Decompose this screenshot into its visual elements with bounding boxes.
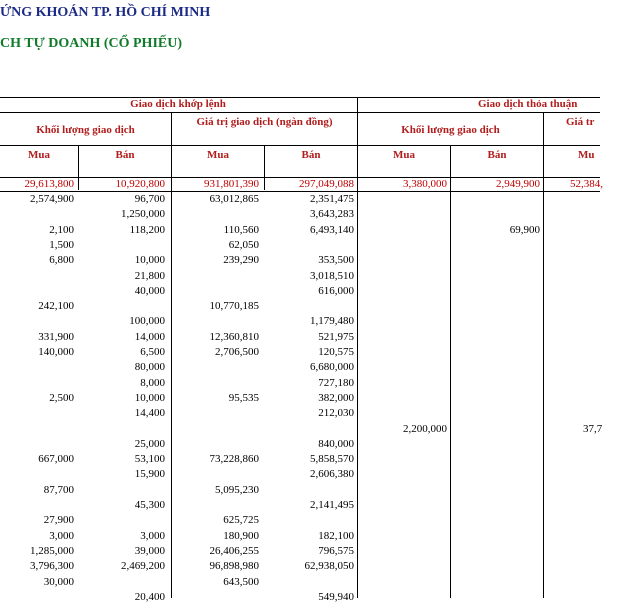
cell-buy-volume: 87,700 [43, 484, 74, 496]
header-buy-volume-negotiated: Mua [393, 149, 415, 161]
header-sell-volume: Bán [115, 149, 135, 161]
header-value-negotiated: Giá tr [566, 116, 595, 128]
cell-sell-volume: 15,900 [134, 468, 165, 480]
cell-sell-volume: 100,000 [129, 315, 165, 327]
total-sell-volume: 10,920,800 [115, 178, 165, 190]
cell-sell-value: 120,575 [318, 346, 354, 358]
cell-neg-buy-value: 37,7 [583, 423, 603, 435]
header-volume-negotiated: Khối lượng giao dịch [401, 124, 500, 136]
cell-buy-volume: 6,800 [49, 254, 74, 266]
col-sep-6 [543, 112, 544, 598]
cell-buy-value: 2,706,500 [215, 346, 259, 358]
cell-sell-volume: 14,400 [134, 407, 165, 419]
cell-sell-value: 6,493,140 [310, 224, 354, 236]
cell-buy-value: 643,500 [223, 576, 259, 588]
header-value: Giá trị giao dịch (ngàn đồng) [196, 116, 333, 128]
cell-sell-value: 2,141,495 [310, 499, 354, 511]
cell-sell-volume: 96,700 [134, 193, 165, 205]
cell-sell-value: 2,351,475 [310, 193, 354, 205]
cell-sell-value: 353,500 [318, 254, 354, 266]
cell-sell-value: 549,940 [318, 591, 354, 603]
cell-buy-volume: 242,100 [38, 300, 74, 312]
cell-buy-volume: 2,500 [49, 392, 74, 404]
cell-sell-volume: 21,800 [134, 270, 165, 282]
cell-sell-value: 3,018,510 [310, 270, 354, 282]
cell-neg-buy-volume: 2,200,000 [403, 423, 447, 435]
cell-buy-value: 96,898,980 [209, 560, 259, 572]
header-buy-value-negotiated: Mu [578, 149, 595, 161]
header-sell-volume-negotiated: Bán [487, 149, 507, 161]
total-sell-value: 297,049,088 [299, 178, 354, 190]
cell-buy-value: 180,900 [223, 530, 259, 542]
cell-buy-value: 95,535 [228, 392, 259, 404]
cell-sell-volume: 8,000 [140, 377, 165, 389]
cell-buy-volume: 2,574,900 [30, 193, 74, 205]
cell-sell-volume: 20,400 [134, 591, 165, 603]
cell-buy-volume: 1,285,000 [30, 545, 74, 557]
cell-buy-value: 10,770,185 [209, 300, 259, 312]
cell-sell-volume: 25,000 [134, 438, 165, 450]
header-buy-value: Mua [207, 149, 229, 161]
cell-sell-volume: 10,000 [134, 254, 165, 266]
report-title: ỨNG KHOÁN TP. HỒ CHÍ MINH [0, 5, 211, 20]
header-sell-value: Bán [301, 149, 321, 161]
cell-sell-volume: 1,250,000 [121, 208, 165, 220]
cell-buy-volume: 667,000 [38, 453, 74, 465]
total-buy-volume: 29,613,800 [24, 178, 74, 190]
total-buy-value: 931,801,390 [204, 178, 259, 190]
total-neg-buy-volume: 3,380,000 [403, 178, 447, 190]
rule-group [0, 112, 600, 113]
cell-sell-value: 1,179,480 [310, 315, 354, 327]
cell-sell-volume: 118,200 [129, 224, 165, 236]
cell-sell-value: 212,030 [318, 407, 354, 419]
cell-sell-value: 840,000 [318, 438, 354, 450]
cell-sell-value: 382,000 [318, 392, 354, 404]
cell-sell-volume: 53,100 [134, 453, 165, 465]
header-matched: Giao dịch khớp lệnh [130, 98, 226, 110]
cell-buy-volume: 331,900 [38, 331, 74, 343]
cell-sell-volume: 10,000 [134, 392, 165, 404]
cell-buy-value: 625,725 [223, 514, 259, 526]
cell-sell-value: 521,975 [318, 331, 354, 343]
rule-totals [0, 191, 600, 192]
cell-sell-volume: 3,000 [140, 530, 165, 542]
cell-buy-volume: 2,100 [49, 224, 74, 236]
cell-sell-value: 5,858,570 [310, 453, 354, 465]
cell-buy-value: 239,290 [223, 254, 259, 266]
cell-buy-value: 63,012,865 [209, 193, 259, 205]
cell-buy-volume: 3,000 [49, 530, 74, 542]
rule-header [0, 145, 600, 146]
cell-buy-value: 73,228,860 [209, 453, 259, 465]
cell-sell-volume: 2,469,200 [121, 560, 165, 572]
cell-sell-value: 62,938,050 [304, 560, 354, 572]
cell-sell-value: 182,100 [318, 530, 354, 542]
cell-buy-volume: 3,796,300 [30, 560, 74, 572]
col-sep-5 [450, 145, 451, 598]
header-negotiated: Giao dịch thỏa thuận [478, 98, 578, 110]
cell-sell-volume: 80,000 [134, 361, 165, 373]
cell-sell-volume: 14,000 [134, 331, 165, 343]
header-buy-volume: Mua [28, 149, 50, 161]
cell-buy-value: 5,095,230 [215, 484, 259, 496]
cell-sell-value: 3,643,283 [310, 208, 354, 220]
cell-sell-value: 2,606,380 [310, 468, 354, 480]
cell-buy-value: 62,050 [228, 239, 259, 251]
cell-sell-volume: 39,000 [134, 545, 165, 557]
total-neg-sell-volume: 2,949,900 [496, 178, 540, 190]
header-volume: Khối lượng giao dịch [36, 124, 135, 136]
cell-buy-volume: 1,500 [49, 239, 74, 251]
col-sep-4 [357, 97, 358, 598]
total-neg-buy-value: 52,384, [570, 178, 603, 190]
report-subtitle: CH TỰ DOANH (CỔ PHIẾU) [0, 36, 182, 51]
cell-sell-value: 616,000 [318, 285, 354, 297]
cell-sell-value: 6,680,000 [310, 361, 354, 373]
cell-sell-volume: 45,300 [134, 499, 165, 511]
cell-buy-value: 12,360,810 [209, 331, 259, 343]
cell-sell-volume: 40,000 [134, 285, 165, 297]
cell-sell-value: 796,575 [318, 545, 354, 557]
cell-buy-value: 110,560 [223, 224, 259, 236]
cell-neg-sell-volume: 69,900 [509, 224, 540, 236]
cell-buy-volume: 140,000 [38, 346, 74, 358]
cell-sell-volume: 6,500 [140, 346, 165, 358]
cell-sell-value: 727,180 [318, 377, 354, 389]
cell-buy-volume: 27,900 [43, 514, 74, 526]
cell-buy-volume: 30,000 [43, 576, 74, 588]
cell-buy-value: 26,406,255 [209, 545, 259, 557]
